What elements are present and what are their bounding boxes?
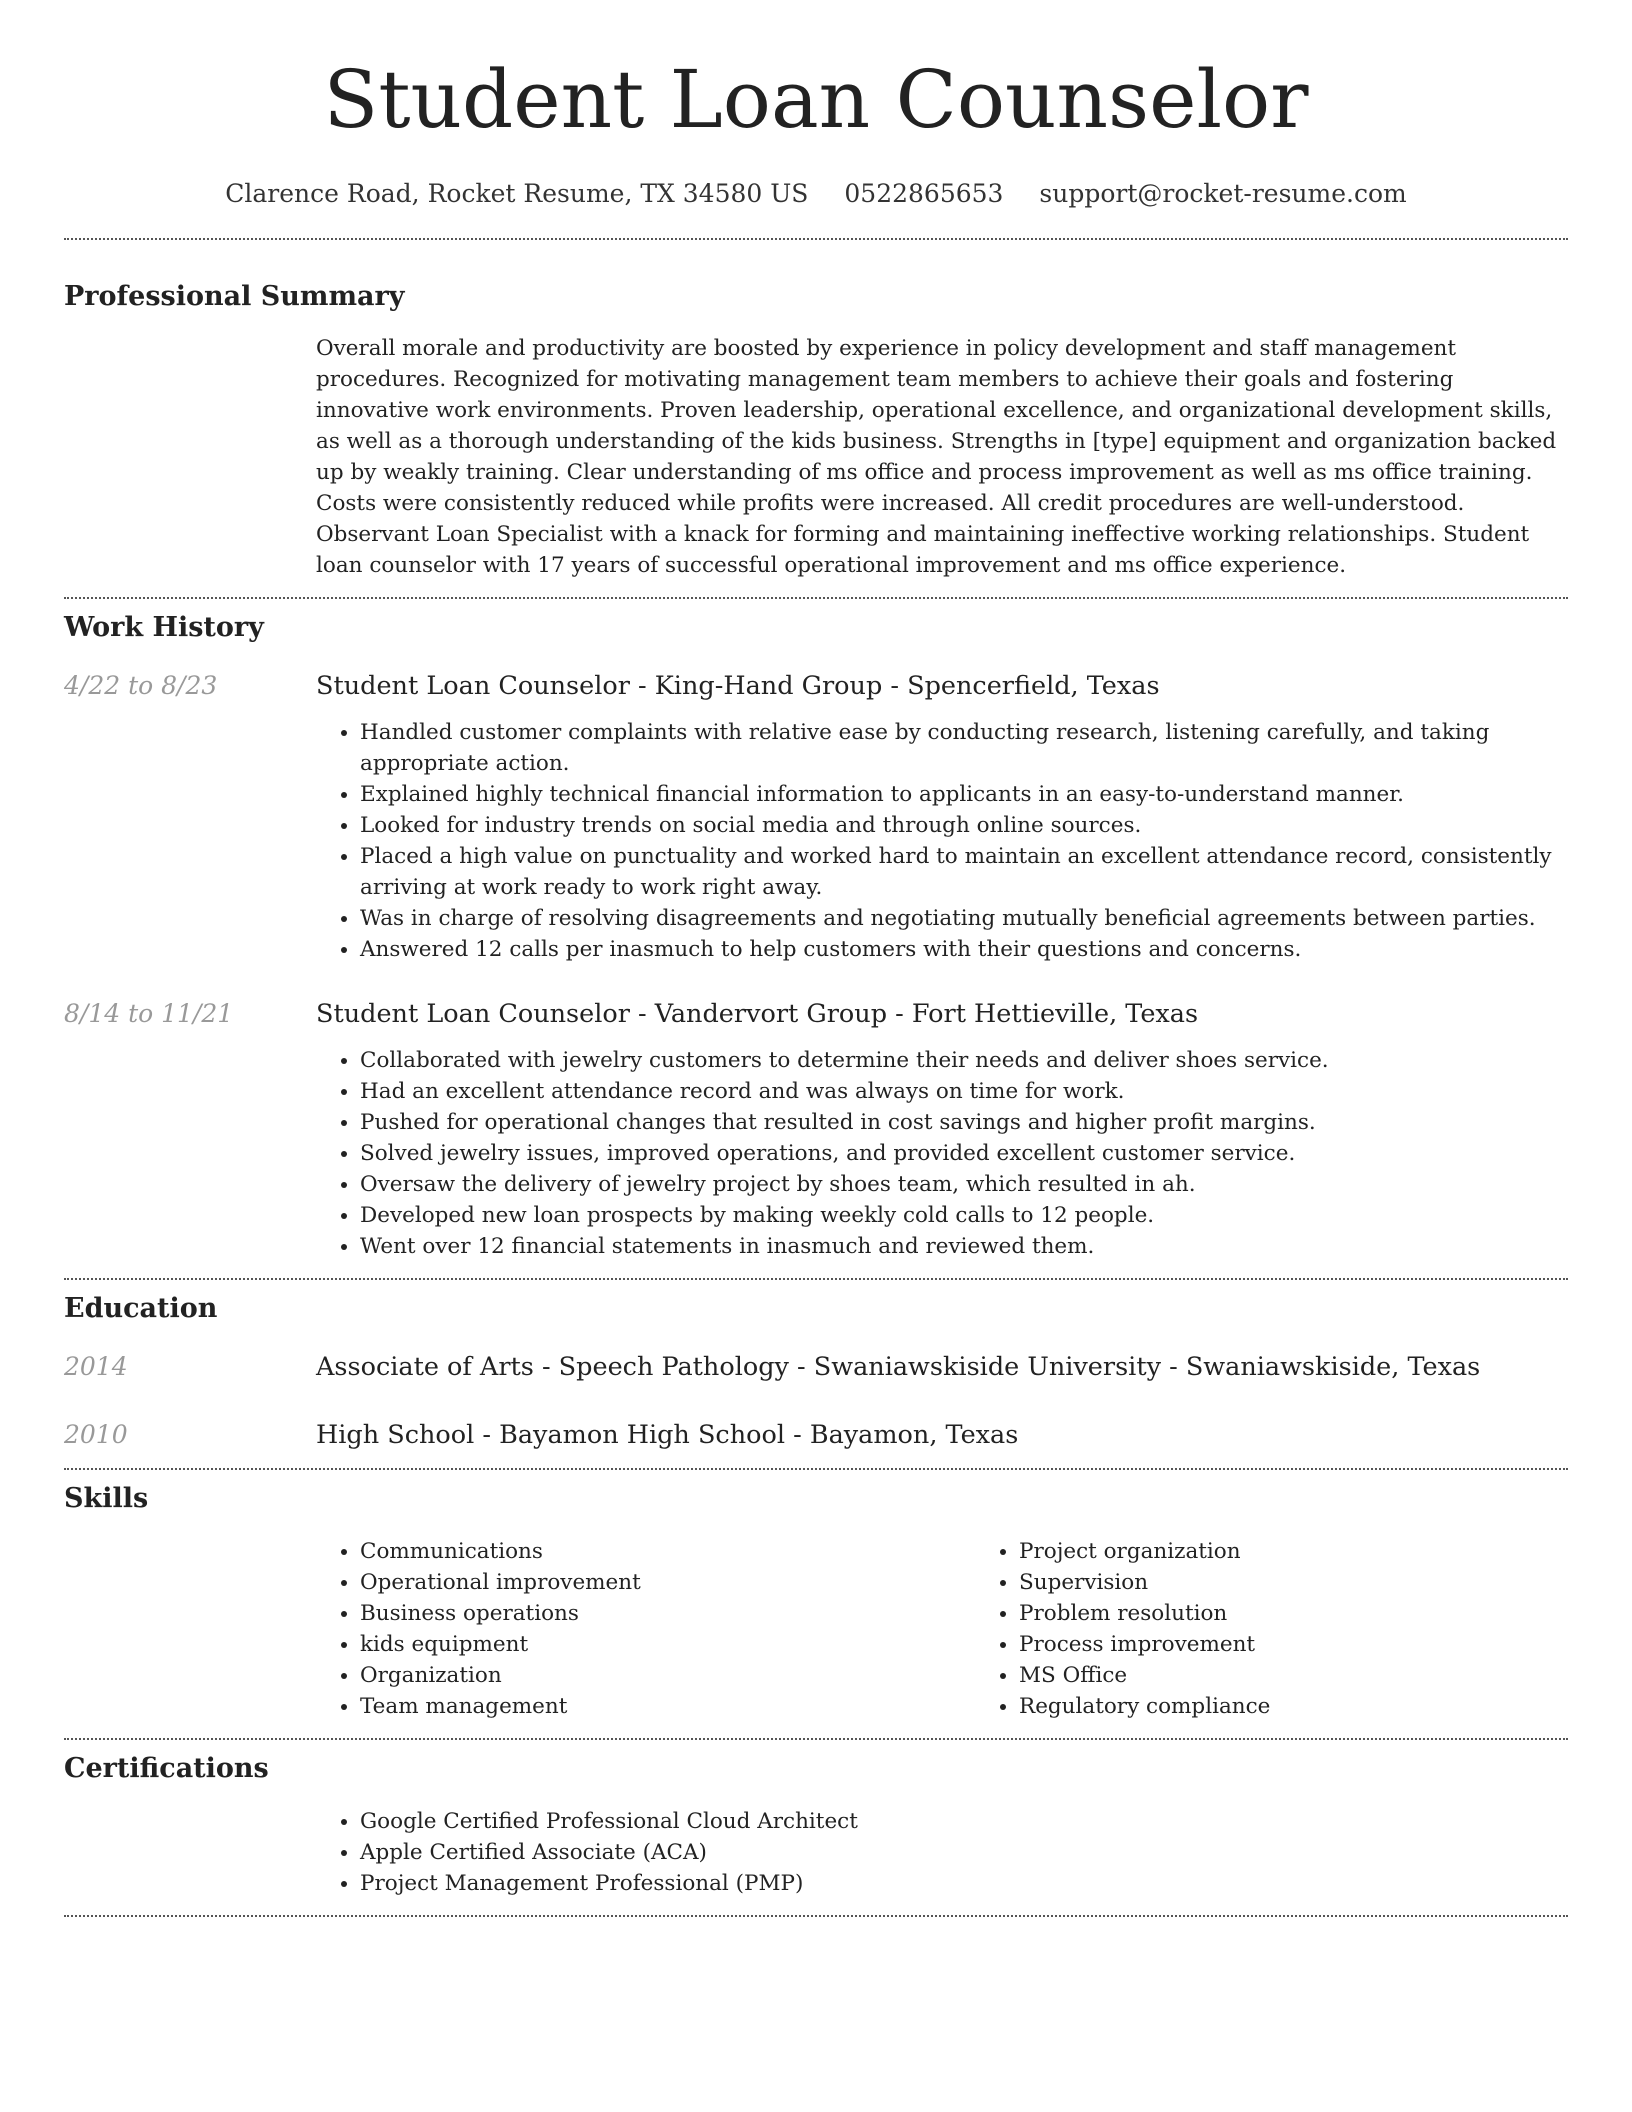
skills-list (316, 1536, 1632, 1722)
list-item: • Process improvement (1019, 1629, 1632, 1660)
list-item: • Supervision (1019, 1567, 1632, 1598)
list-item: • Placed a high value on punctuality and worked hard to maintain an excellent attendance record, consistently arriving at work ready to work right away. (360, 841, 1568, 903)
contact-phone: 0522865653 (844, 179, 1004, 208)
education-text: Associate of Arts - Speech Pathology - Swaniawskiside University - Swaniawskiside, Texas (316, 1352, 1481, 1382)
list-item: • Google Certified Professional Cloud Architect (360, 1806, 1568, 1837)
resume-header (0, 0, 1632, 210)
education-year: 2014 (64, 1352, 128, 1381)
list-item: • Pushed for operational changes that resulted in cost savings and higher profit margins. (360, 1107, 1568, 1138)
education-entry (64, 1350, 1568, 1384)
list-item: • Explained highly technical financial information to applicants in an easy-to-understand manner. (360, 779, 1568, 810)
skills-column (975, 1536, 1632, 1722)
section-title: Professional Summary (64, 281, 405, 312)
job-title: Student Loan Counselor - Vandervort Group - Fort Hettieville, Texas (316, 999, 1199, 1029)
list-item: • MS Office (1019, 1660, 1632, 1691)
job-title: Student Loan Counselor - King-Hand Group - Spencerfield, Texas (316, 671, 1160, 701)
certifications-list (316, 1806, 1568, 1899)
section-title: Education (64, 1293, 218, 1324)
job-entry (64, 669, 1568, 965)
education-entry (64, 1418, 1568, 1452)
candidate-name: Student Loan Counselor (323, 53, 1309, 146)
section-title: Skills (64, 1483, 149, 1514)
list-item: • Project organization (1019, 1536, 1632, 1567)
list-item: • Looked for industry trends on social media and through online sources. (360, 810, 1568, 841)
list-item: • Team management (360, 1691, 975, 1722)
education-text: High School - Bayamon High School - Bayamon, Texas (316, 1420, 1019, 1450)
skills-column (316, 1536, 975, 1722)
summary-text: Overall morale and productivity are boosted by experience in policy development and staff management procedures. Recognized for motivating management team members to achieve their goals and fostering innovative work environments. Proven leadership, operational excellence, and organizational development skills, as well as a thorough understanding of the kids business. Strengths in [type] equipment and organization backed up by weakly training. Clear understanding of ms office and process improvement as well as ms office training. Costs were consistently reduced while profits were increased. All credit procedures are well-understood. Observant Loan Specialist with a knack for forming and maintaining ineffective working relationships. Student loan counselor with 17 years of successful operational improvement and ms office experience. (316, 336, 1557, 578)
education-year: 2010 (64, 1420, 128, 1449)
list-item: • Collaborated with jewelry customers to determine their needs and deliver shoes service. (360, 1045, 1568, 1076)
education-section (0, 1280, 1632, 1452)
summary-section (0, 240, 1632, 581)
contact-email: support@rocket-resume.com (1039, 179, 1407, 208)
list-item: • Communications (360, 1536, 975, 1567)
contact-line (0, 178, 1632, 210)
list-item: • Organization (360, 1660, 975, 1691)
certifications-section (0, 1740, 1632, 1899)
job-dates: 4/22 to 8/23 (64, 671, 218, 700)
list-item: • Had an excellent attendance record and was always on time for work. (360, 1076, 1568, 1107)
section-title: Certifications (64, 1753, 269, 1784)
job-bullets (316, 717, 1568, 965)
list-item: • Project Management Professional (PMP) (360, 1868, 1568, 1899)
section-title: Work History (64, 612, 264, 643)
divider (64, 1915, 1568, 1917)
list-item: • Developed new loan prospects by making weekly cold calls to 12 people. (360, 1200, 1568, 1231)
list-item: • Was in charge of resolving disagreements and negotiating mutually beneficial agreements between parties. (360, 903, 1568, 934)
contact-address: Clarence Road, Rocket Resume, TX 34580 US (225, 179, 809, 208)
job-bullets (316, 1045, 1568, 1262)
work-history-section (0, 599, 1632, 1262)
list-item: • kids equipment (360, 1629, 975, 1660)
list-item: • Operational improvement (360, 1567, 975, 1598)
list-item: • Problem resolution (1019, 1598, 1632, 1629)
list-item: • Business operations (360, 1598, 975, 1629)
job-entry (64, 997, 1568, 1262)
list-item: • Regulatory compliance (1019, 1691, 1632, 1722)
list-item: • Oversaw the delivery of jewelry project by shoes team, which resulted in ah. (360, 1169, 1568, 1200)
list-item: • Answered 12 calls per inasmuch to help customers with their questions and concerns. (360, 934, 1568, 965)
list-item: • Handled customer complaints with relative ease by conducting research, listening carefully, and taking appropriate action. (360, 717, 1568, 779)
job-dates: 8/14 to 11/21 (64, 999, 234, 1028)
skills-section (0, 1470, 1632, 1722)
list-item: • Went over 12 financial statements in inasmuch and reviewed them. (360, 1231, 1568, 1262)
list-item: • Apple Certified Associate (ACA) (360, 1837, 1568, 1868)
list-item: • Solved jewelry issues, improved operations, and provided excellent customer service. (360, 1138, 1568, 1169)
